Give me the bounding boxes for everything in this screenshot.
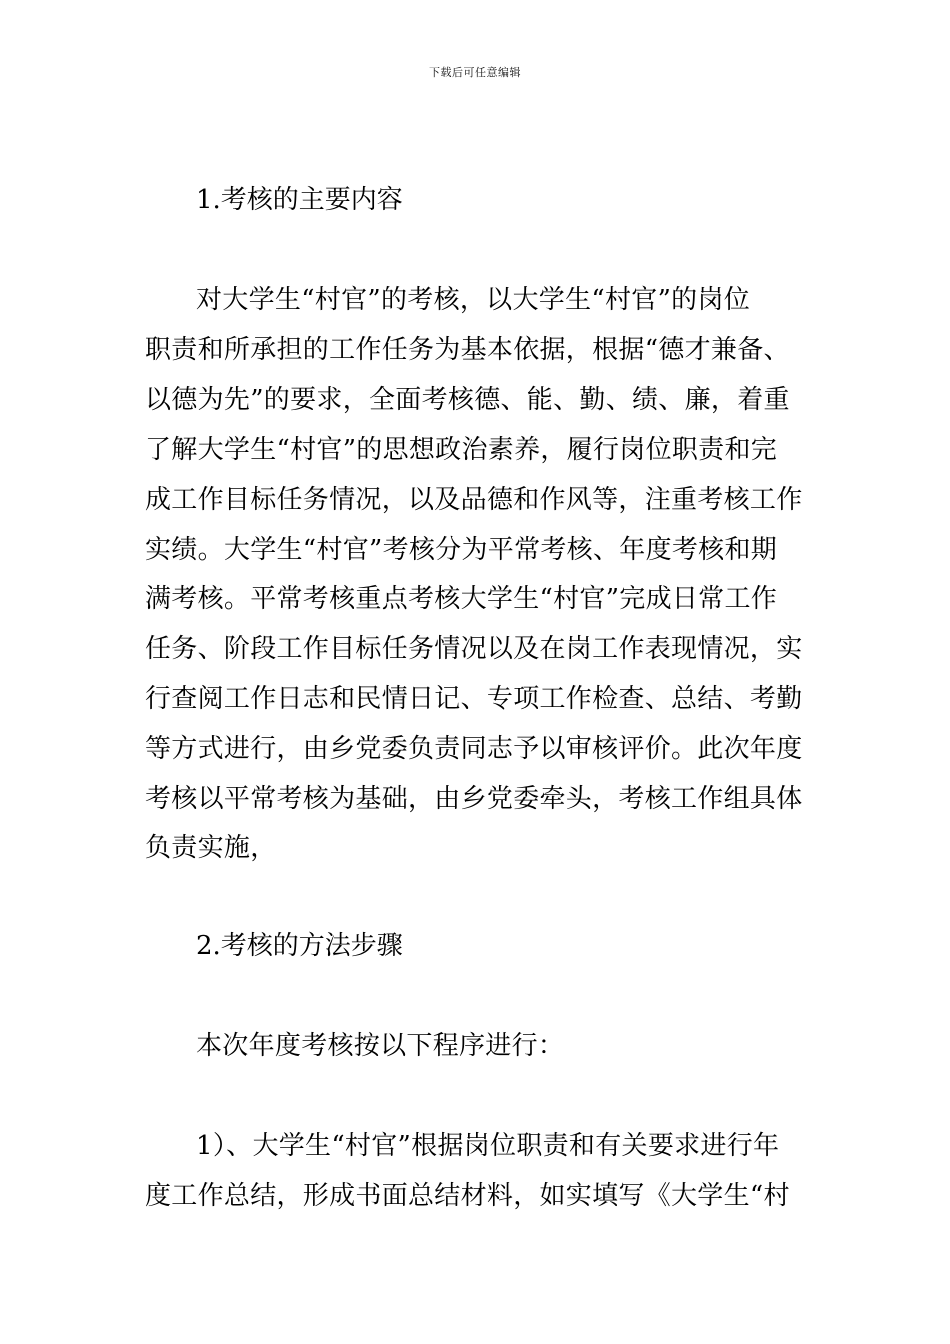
paragraph-line: 满考核。平常考核重点考核大学生“村官”完成日常工作 xyxy=(145,584,778,614)
section-heading: 1.考核的主要内容 xyxy=(196,185,403,215)
paragraph-line: 职责和所承担的工作任务为基本依据，根据“德才兼备、 xyxy=(145,335,790,365)
section-heading: 2.考核的方法步骤 xyxy=(196,931,403,961)
paragraph-line: 成工作目标任务情况，以及品德和作风等，注重考核工作 xyxy=(145,485,803,515)
paragraph-line: 本次年度考核按以下程序进行： xyxy=(196,1031,565,1061)
paragraph-line: 1）、大学生“村官”根据岗位职责和有关要求进行年 xyxy=(196,1131,780,1161)
paragraph-line: 实绩。大学生“村官”考核分为平常考核、年度考核和期 xyxy=(145,535,778,565)
paragraph-line: 对大学生“村官”的考核，以大学生“村官”的岗位 xyxy=(196,285,751,315)
paragraph-line: 等方式进行，由乡党委负责同志予以审核评价。此次年度 xyxy=(145,734,803,764)
paragraph-line: 以德为先”的要求，全面考核德、能、勤、绩、廉，着重 xyxy=(145,385,790,415)
paragraph-line: 负责实施， xyxy=(145,833,277,863)
paragraph-line: 度工作总结，形成书面总结材料，如实填写《大学生“村 xyxy=(145,1181,790,1211)
paragraph-line: 行查阅工作日志和民情日记、专项工作检查、总结、考勤 xyxy=(145,684,803,714)
paragraph-line: 了解大学生“村官”的思想政治素养，履行岗位职责和完 xyxy=(145,435,778,465)
paragraph-line: 考核以平常考核为基础，由乡党委牵头，考核工作组具体 xyxy=(145,784,803,814)
page-header: 下载后可任意编辑 xyxy=(429,66,521,79)
paragraph-line: 任务、阶段工作目标任务情况以及在岗工作表现情况，实 xyxy=(145,634,803,664)
